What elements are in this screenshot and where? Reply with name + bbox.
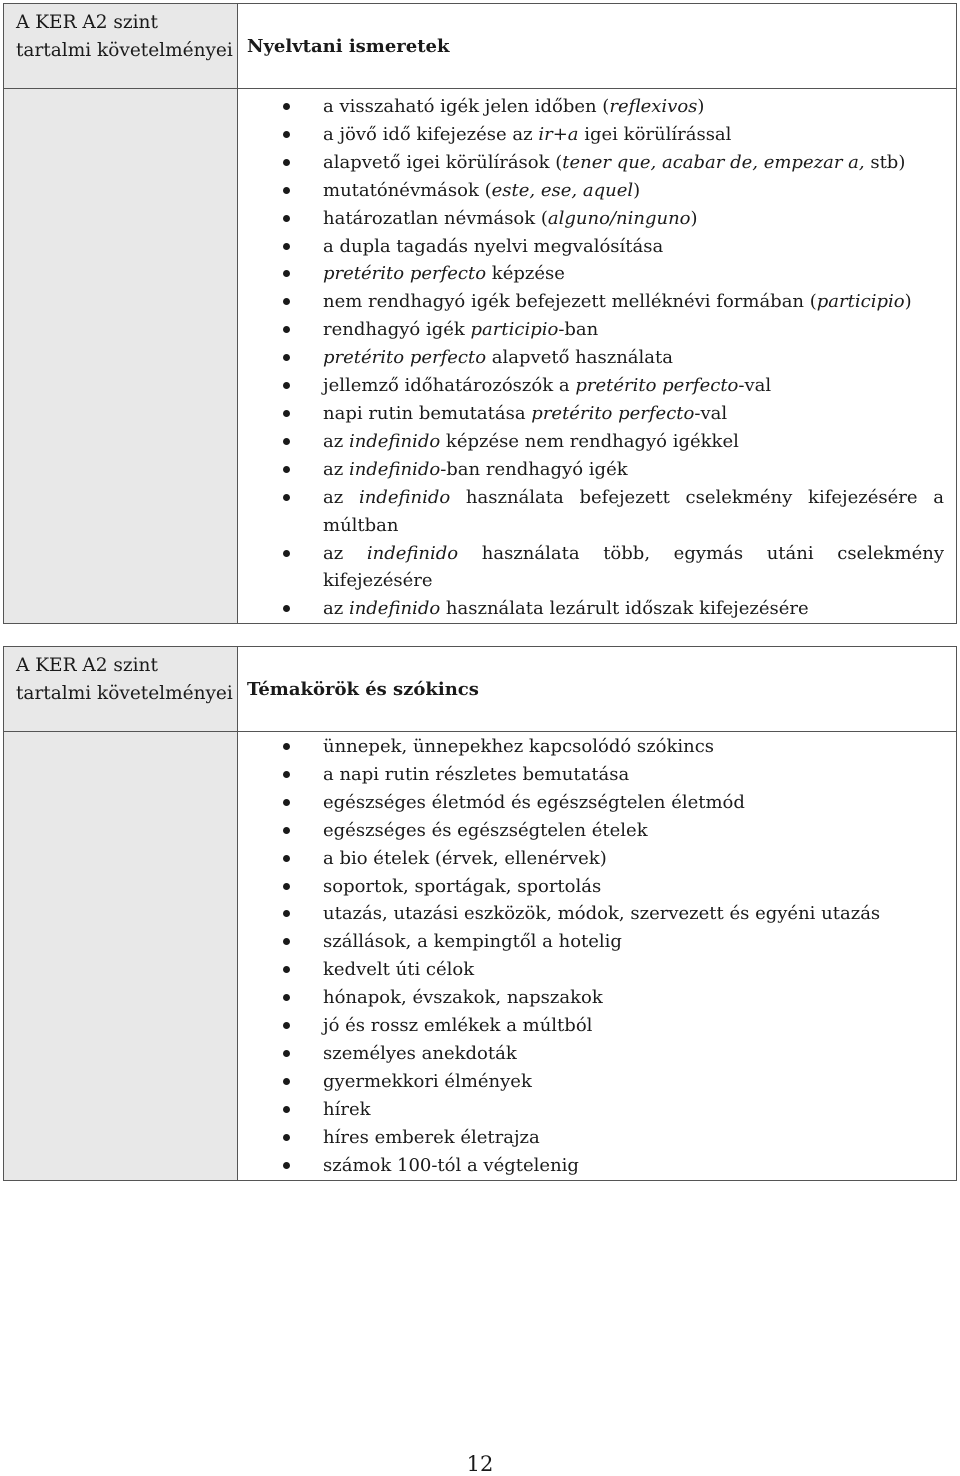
list-item bbox=[238, 1096, 956, 1124]
list-item bbox=[238, 789, 956, 817]
item-text: -ban rendhagyó igék bbox=[440, 458, 628, 480]
item-text: képzése nem rendhagyó igékkel bbox=[440, 430, 739, 452]
item-text: hónapok, évszakok, napszakok bbox=[323, 987, 603, 1009]
italic-term: indefinido bbox=[358, 486, 451, 508]
item-text: igei körülírással bbox=[578, 123, 732, 145]
list-item bbox=[238, 288, 956, 316]
level-label: A KER A2 szint tartalmi követelményei bbox=[16, 655, 233, 704]
item-text: jellemző időhatározószók a bbox=[323, 375, 576, 397]
bullet-icon bbox=[283, 550, 290, 557]
bullet-icon bbox=[283, 354, 290, 361]
item-text: személyes anekdoták bbox=[323, 1042, 517, 1064]
list-item bbox=[238, 1040, 956, 1068]
list-item bbox=[238, 928, 956, 956]
list-item bbox=[238, 900, 956, 928]
item-text: stb) bbox=[864, 151, 906, 173]
item-text: gyermekkori élmények bbox=[323, 1070, 532, 1092]
bullet-icon bbox=[283, 1050, 290, 1057]
list-item bbox=[238, 233, 956, 261]
content-cell bbox=[238, 89, 957, 624]
item-text: ) bbox=[904, 291, 912, 313]
italic-term: pretérito perfecto bbox=[323, 263, 487, 285]
italic-term: tener que, acabar de, empezar a, bbox=[562, 151, 865, 173]
section-heading-cell bbox=[238, 4, 957, 89]
grammar-list bbox=[238, 93, 956, 623]
list-item bbox=[238, 845, 956, 873]
italic-term: pretérito perfecto bbox=[323, 347, 487, 369]
list-item bbox=[238, 484, 956, 540]
item-text: a visszaható igék jelen időben ( bbox=[323, 96, 610, 117]
italic-term: indefinido bbox=[348, 430, 441, 452]
list-item bbox=[238, 400, 956, 428]
italic-term: pretérito perfecto bbox=[575, 375, 739, 397]
italic-term: pretérito perfecto bbox=[531, 402, 695, 424]
bullet-icon bbox=[283, 410, 290, 417]
bullet-icon bbox=[283, 827, 290, 834]
list-item bbox=[238, 456, 956, 484]
level-label: A KER A2 szint tartalmi követelményei bbox=[16, 12, 233, 61]
list-item bbox=[238, 984, 956, 1012]
bullet-icon bbox=[283, 298, 290, 305]
bullet-icon bbox=[283, 1106, 290, 1113]
item-text: az bbox=[323, 598, 349, 620]
bullet-icon bbox=[283, 382, 290, 389]
side-cell bbox=[4, 732, 238, 1181]
italic-term: participio bbox=[816, 291, 905, 313]
item-text: egészséges életmód és egészségtelen életmód bbox=[323, 791, 745, 813]
bullet-icon bbox=[283, 883, 290, 890]
item-text: a napi rutin részletes bemutatása bbox=[323, 763, 630, 785]
list-item bbox=[238, 540, 956, 596]
bullet-icon bbox=[283, 1134, 290, 1141]
bullet-icon bbox=[283, 1162, 290, 1169]
item-text: az bbox=[323, 458, 349, 480]
list-item bbox=[238, 1152, 956, 1180]
bullet-icon bbox=[283, 270, 290, 277]
item-text: a jövő idő kifejezése az bbox=[323, 123, 539, 145]
bullet-icon bbox=[283, 1078, 290, 1085]
bullet-icon bbox=[283, 910, 290, 917]
item-text: ) bbox=[697, 96, 705, 117]
item-text: szállások, a kempingtől a hotelig bbox=[323, 931, 622, 953]
item-text: határozatlan névmások ( bbox=[323, 207, 548, 229]
section-heading-cell bbox=[238, 647, 957, 732]
list-item bbox=[238, 817, 956, 845]
list-item bbox=[238, 177, 956, 205]
bullet-icon bbox=[283, 1022, 290, 1029]
list-item bbox=[238, 1012, 956, 1040]
bullet-icon bbox=[283, 103, 290, 110]
list-item bbox=[238, 344, 956, 372]
item-text: napi rutin bemutatása bbox=[323, 402, 532, 424]
item-text: alapvető használata bbox=[486, 347, 673, 369]
item-text: rendhagyó igék bbox=[323, 319, 471, 341]
grammar-requirements-table bbox=[3, 3, 957, 624]
section-heading: Témakörök és szókincs bbox=[247, 678, 479, 700]
item-text: mutatónévmások ( bbox=[323, 179, 492, 201]
item-text: egészséges és egészségtelen ételek bbox=[323, 819, 648, 841]
bullet-icon bbox=[283, 326, 290, 333]
list-item bbox=[238, 1068, 956, 1096]
item-text: ) bbox=[690, 207, 698, 229]
bullet-icon bbox=[283, 131, 290, 138]
list-item bbox=[238, 260, 956, 288]
italic-term: indefinido bbox=[366, 542, 459, 564]
side-cell bbox=[4, 89, 238, 624]
list-item bbox=[238, 149, 956, 177]
bullet-icon bbox=[283, 159, 290, 166]
list-item bbox=[238, 1124, 956, 1152]
item-text: jó és rossz emlékek a múltból bbox=[323, 1015, 593, 1037]
bullet-icon bbox=[283, 243, 290, 250]
content-cell bbox=[238, 732, 957, 1181]
section-heading: Nyelvtani ismeretek bbox=[247, 35, 450, 57]
item-text: hírek bbox=[323, 1098, 371, 1120]
bullet-icon bbox=[283, 938, 290, 945]
bullet-icon bbox=[283, 771, 290, 778]
list-item bbox=[238, 205, 956, 233]
item-text: -val bbox=[738, 375, 772, 397]
italic-term: participio bbox=[470, 319, 559, 341]
bullet-icon bbox=[283, 994, 290, 1001]
item-text: használata lezárult időszak kifejezésére bbox=[440, 598, 809, 620]
list-item bbox=[238, 761, 956, 789]
item-text: számok 100-tól a végtelenig bbox=[323, 1154, 579, 1176]
bullet-icon bbox=[283, 799, 290, 806]
bullet-icon bbox=[283, 855, 290, 862]
italic-term: ir+a bbox=[538, 123, 579, 145]
item-text: használata befejezett cselekmény kifejezésére a múltban bbox=[323, 486, 944, 536]
item-text: használata több, egymás utáni cselekmény kifejezésére bbox=[323, 542, 945, 592]
bullet-icon bbox=[283, 494, 290, 501]
list-item bbox=[238, 428, 956, 456]
item-text: ) bbox=[633, 179, 641, 201]
item-text: a bio ételek (érvek, ellenérvek) bbox=[323, 847, 607, 869]
italic-term: este, ese, aquel bbox=[491, 179, 634, 201]
list-item bbox=[238, 873, 956, 901]
item-text: az bbox=[323, 486, 359, 508]
item-text: híres emberek életrajza bbox=[323, 1126, 540, 1148]
item-text: -val bbox=[694, 402, 728, 424]
list-item bbox=[238, 93, 956, 121]
list-item bbox=[238, 316, 956, 344]
item-text: az bbox=[323, 542, 367, 564]
item-text: ünnepek, ünnepekhez kapcsolódó szókincs bbox=[323, 736, 715, 757]
list-item bbox=[238, 956, 956, 984]
item-text: képzése bbox=[486, 263, 565, 285]
item-text: utazás, utazási eszközök, módok, szervezett és egyéni utazás bbox=[323, 903, 881, 925]
item-text: -ban bbox=[558, 319, 599, 341]
bullet-icon bbox=[283, 187, 290, 194]
list-item bbox=[238, 372, 956, 400]
bullet-icon bbox=[283, 605, 290, 612]
topics-list bbox=[238, 733, 956, 1180]
bullet-icon bbox=[283, 466, 290, 473]
italic-term: alguno/ninguno bbox=[547, 207, 691, 229]
level-label-cell bbox=[4, 4, 238, 89]
list-item bbox=[238, 733, 956, 761]
level-label-cell bbox=[4, 647, 238, 732]
list-item bbox=[238, 121, 956, 149]
list-item bbox=[238, 595, 956, 623]
bullet-icon bbox=[283, 438, 290, 445]
item-text: a dupla tagadás nyelvi megvalósítása bbox=[323, 235, 664, 257]
bullet-icon bbox=[283, 215, 290, 222]
item-text: kedvelt úti célok bbox=[323, 959, 475, 981]
italic-term: reflexivos bbox=[609, 96, 698, 117]
bullet-icon bbox=[283, 743, 290, 750]
item-text: alapvető igei körülírások ( bbox=[323, 151, 563, 173]
item-text: soportok, sportágak, sportolás bbox=[323, 875, 602, 897]
item-text: az bbox=[323, 430, 349, 452]
page-number: 12 bbox=[466, 1452, 494, 1476]
item-text: nem rendhagyó igék befejezett melléknévi formában ( bbox=[323, 291, 817, 313]
topics-requirements-table bbox=[3, 646, 957, 1181]
italic-term: indefinido bbox=[348, 598, 441, 620]
italic-term: indefinido bbox=[348, 458, 441, 480]
bullet-icon bbox=[283, 966, 290, 973]
